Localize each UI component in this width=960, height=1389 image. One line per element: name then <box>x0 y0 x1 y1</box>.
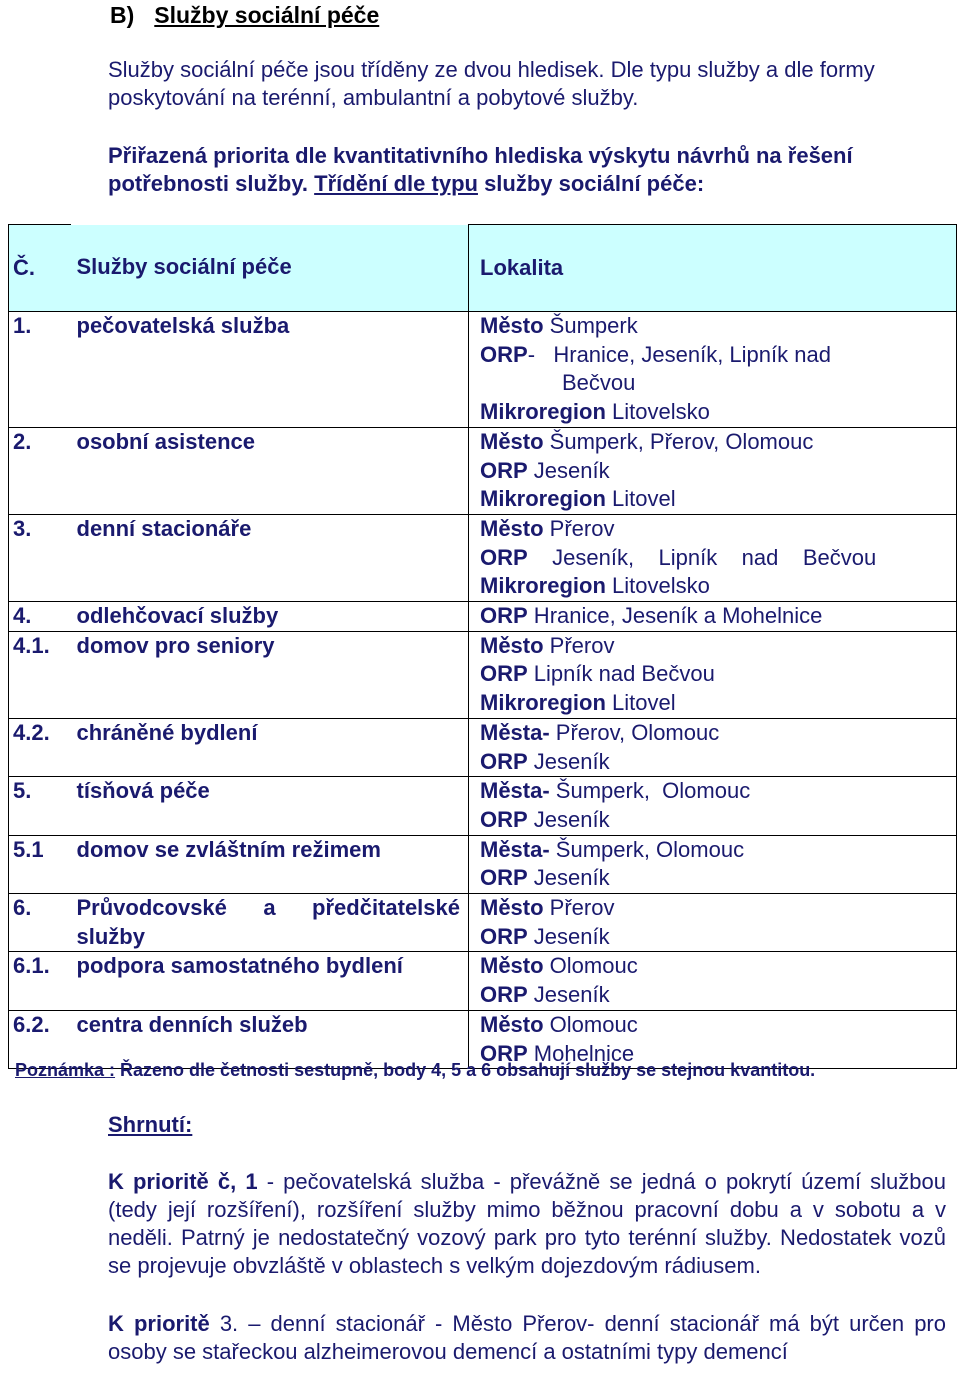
row-service: osobní asistence <box>71 427 469 514</box>
locality-type: Město <box>480 1011 544 1037</box>
row-service: centra denních služeb <box>71 1010 469 1068</box>
locality-value: Jeseník <box>527 806 610 832</box>
locality-value: Hranice, Jeseník a Mohelnice <box>527 603 823 629</box>
row-locality <box>469 602 957 632</box>
locality-line <box>480 894 956 923</box>
locality-value: Olomouc <box>543 953 638 979</box>
summary-paragraph-1 <box>108 1168 946 1280</box>
locality-value: - Hranice, Jeseník, Lipník nad <box>527 341 831 367</box>
table-row <box>9 777 957 835</box>
header-service: Služby sociální péče <box>71 225 469 312</box>
row-locality <box>469 777 957 835</box>
row-service: podpora samostatného bydlení <box>71 952 469 1010</box>
locality-type: Město <box>480 515 544 541</box>
priority-paragraph <box>108 142 946 198</box>
header-number: Č. <box>9 225 71 312</box>
locality-value: Přerov <box>543 515 615 541</box>
locality-line <box>480 923 956 952</box>
summary-p2-num: 3. <box>209 1311 239 1336</box>
row-locality <box>469 835 957 893</box>
locality-type: ORP <box>480 806 528 832</box>
row-locality <box>469 894 957 952</box>
locality-type: ORP <box>480 1040 528 1066</box>
locality-line <box>480 836 956 865</box>
locality-type: ORP <box>480 923 528 949</box>
locality-type: Města- <box>480 719 550 745</box>
table-row <box>9 427 957 514</box>
row-locality <box>469 312 957 428</box>
table-row <box>9 514 957 601</box>
table-header-row <box>9 225 957 312</box>
row-locality <box>469 718 957 776</box>
locality-value: Lipník nad Bečvou <box>527 661 715 687</box>
locality-line <box>480 369 956 398</box>
section-number: B) <box>110 2 135 28</box>
locality-line <box>480 602 956 631</box>
locality-type: Mikroregion <box>480 573 606 599</box>
locality-type: ORP <box>480 661 528 687</box>
locality-value: Bečvou <box>562 370 636 396</box>
summary-p1-text: - pečovatelská služba - převážně se jedná o pokrytí území službou (tedy její rozšíření), rozšíření služby mimo běžnou pracovní dobu a v sobotu a v neděli. Patrný je nedostatečný vozový park pro tyto terénní služby. Nedostatek vozů se projevuje obvzláště v oblastech s velkým dojezdovým rádiusem. <box>108 1169 947 1278</box>
locality-line <box>480 952 956 981</box>
locality-value: Přerov <box>543 632 615 658</box>
row-number: 6.2. <box>9 1010 71 1068</box>
locality-type: Města- <box>480 778 550 804</box>
priority-text-1: Přiřazená priorita dle kvantitativního hlediska výskytu návrhů na řešení potřebnosti služby. <box>108 143 853 196</box>
table-row <box>9 952 957 1010</box>
locality-line <box>480 689 956 718</box>
services-table <box>8 224 957 1069</box>
locality-type: Město <box>480 428 544 454</box>
header-locality: Lokalita <box>469 225 957 312</box>
locality-line <box>480 777 956 806</box>
row-number: 4.2. <box>9 718 71 776</box>
locality-value: Mohelnice <box>527 1040 635 1066</box>
locality-type: Mikroregion <box>480 486 606 512</box>
summary-title: Shrnutí: <box>108 1112 193 1137</box>
locality-line <box>480 719 956 748</box>
table-row <box>9 894 957 952</box>
locality-type: Město <box>480 313 544 338</box>
locality-value: Šumperk, Olomouc <box>549 836 745 862</box>
note-label: Poznámka : <box>15 1060 116 1080</box>
row-service: domov se zvláštním režimem <box>71 835 469 893</box>
row-service: denní stacionáře <box>71 514 469 601</box>
locality-line <box>480 806 956 835</box>
row-service: odlehčovací služby <box>71 602 469 632</box>
row-locality <box>469 514 957 601</box>
priority-text-underlined: Třídění dle typu <box>314 171 478 196</box>
locality-line <box>480 572 956 601</box>
locality-line <box>480 864 956 893</box>
row-locality <box>469 631 957 718</box>
row-service: domov pro seniory <box>71 631 469 718</box>
row-number: 2. <box>9 427 71 514</box>
table-row <box>9 835 957 893</box>
locality-value: Šumperk, Olomouc <box>549 778 751 804</box>
row-service: pečovatelská služba <box>71 312 469 428</box>
locality-value: Přerov, Olomouc <box>549 719 720 745</box>
row-service: Průvodcovské a předčitatelské služby <box>71 894 469 952</box>
locality-value: Jeseník <box>527 982 610 1008</box>
summary-paragraph-2 <box>108 1310 946 1366</box>
summary-p2-bold: K prioritě <box>108 1311 210 1336</box>
row-number: 4.1. <box>9 631 71 718</box>
intro-paragraph: Služby sociální péče jsou tříděny ze dvou hledisek. Dle typu služby a dle formy poskytování na terénní, ambulantní a pobytové služby. <box>108 57 875 110</box>
table-row <box>9 602 957 632</box>
locality-value: Šumperk <box>543 313 638 338</box>
locality-value: Jeseník <box>527 748 610 774</box>
locality-line <box>480 485 956 514</box>
locality-value: Jeseník <box>527 923 610 949</box>
section-heading <box>110 2 379 29</box>
row-number: 6. <box>9 894 71 952</box>
locality-type: ORP <box>480 603 528 629</box>
table-note <box>15 1060 815 1081</box>
summary-p1-bold: K prioritě č, 1 <box>108 1169 258 1194</box>
locality-type: Město <box>480 895 544 921</box>
table-row <box>9 312 957 428</box>
locality-type: Mikroregion <box>480 690 606 716</box>
row-number: 5. <box>9 777 71 835</box>
locality-type: ORP <box>480 865 528 891</box>
locality-type: Město <box>480 632 544 658</box>
locality-value: Litovel <box>605 690 676 716</box>
locality-line <box>480 544 956 573</box>
locality-line <box>480 515 956 544</box>
locality-line <box>480 312 956 341</box>
locality-value: Litovel <box>605 486 676 512</box>
table-row <box>9 718 957 776</box>
row-number: 4. <box>9 602 71 632</box>
priority-text-2: služby sociální péče: <box>477 171 705 196</box>
summary-p2-text: – denní stacionář - Město Přerov- denní stacionář má být určen pro osoby se stařeckou alzheimerovou demencí a ostatními typy demencí <box>108 1311 946 1364</box>
locality-value: Jeseník <box>527 457 610 483</box>
row-service: tísňová péče <box>71 777 469 835</box>
locality-line <box>480 428 956 457</box>
locality-type: Města- <box>480 836 550 862</box>
locality-value: Jeseník, Lipník nad Bečvou <box>527 544 877 570</box>
section-title: Služby sociální péče <box>154 2 380 28</box>
locality-line <box>480 981 956 1010</box>
locality-line <box>480 632 956 661</box>
locality-line <box>480 341 956 370</box>
locality-type: Město <box>480 953 544 979</box>
locality-line <box>480 660 956 689</box>
row-number: 1. <box>9 312 71 428</box>
locality-type: ORP <box>480 341 528 367</box>
row-locality <box>469 427 957 514</box>
locality-type: ORP <box>480 748 528 774</box>
table-row <box>9 631 957 718</box>
locality-type: Mikroregion <box>480 399 606 425</box>
locality-value: Olomouc <box>543 1011 638 1037</box>
row-service: chráněné bydlení <box>71 718 469 776</box>
row-locality <box>469 952 957 1010</box>
locality-value: Litovelsko <box>605 573 710 599</box>
row-number: 5.1 <box>9 835 71 893</box>
locality-type: ORP <box>480 457 528 483</box>
locality-value: Přerov <box>543 895 615 921</box>
locality-value: Šumperk, Přerov, Olomouc <box>543 428 814 454</box>
locality-value: Jeseník <box>527 865 610 891</box>
locality-line <box>480 457 956 486</box>
locality-line <box>480 398 956 427</box>
locality-value: Litovelsko <box>605 399 710 425</box>
locality-type: ORP <box>480 982 528 1008</box>
row-number: 6.1. <box>9 952 71 1010</box>
locality-type: ORP <box>480 544 528 570</box>
row-number: 3. <box>9 514 71 601</box>
locality-line <box>480 748 956 777</box>
locality-line <box>480 1011 956 1040</box>
note-text: Řazeno dle četnosti sestupně, body 4, 5 a 6 obsahují služby se stejnou kvantitou. <box>115 1060 816 1080</box>
